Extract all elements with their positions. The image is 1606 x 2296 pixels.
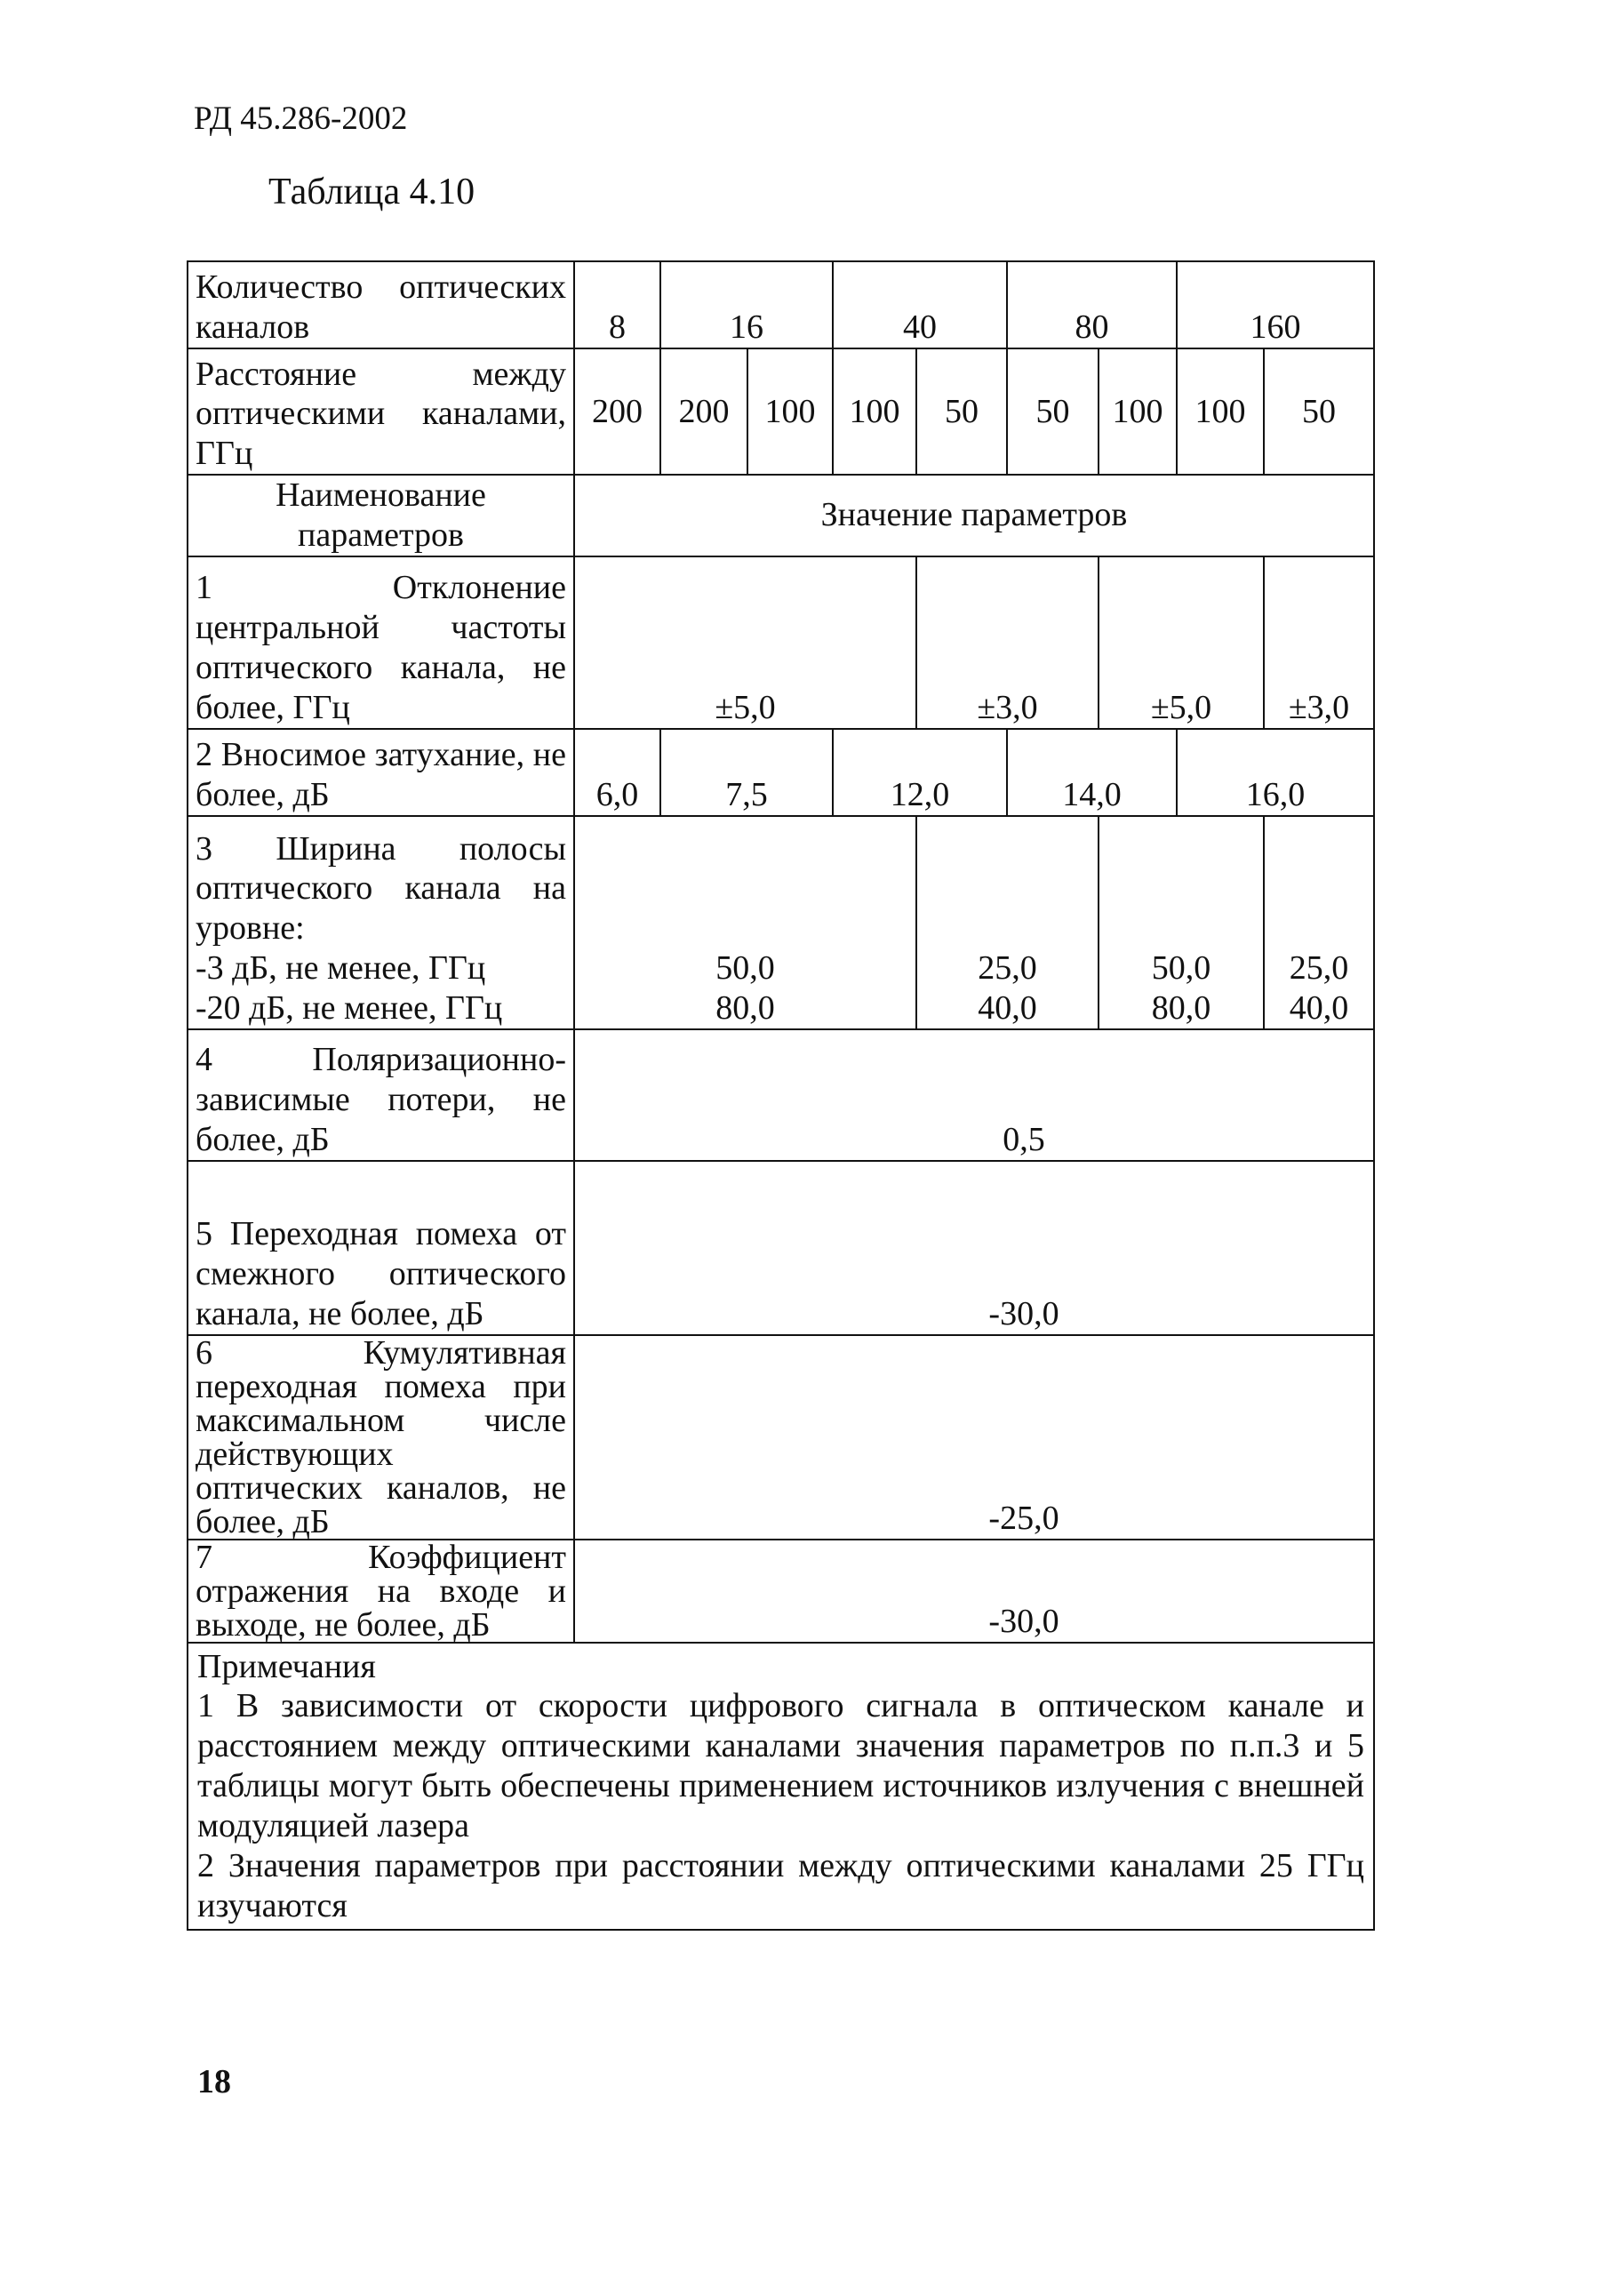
note-1: 1 В зависимости от скорости цифрового сигнала в оптическом канале и расстоянием между оптическими каналами значения параметров по п.п.3 и 5 таблицы могут быть обеспечены применением источников излучения с внешней модуляцией лазера xyxy=(197,1687,1364,1844)
param2-value: 6,0 xyxy=(574,729,660,816)
table-row xyxy=(188,816,1374,1029)
table-row xyxy=(188,1335,1374,1540)
spacing-value: 50 xyxy=(1007,348,1099,475)
param2-value: 12,0 xyxy=(833,729,1007,816)
spacing-value: 200 xyxy=(660,348,747,475)
param3-value-cell xyxy=(1099,816,1264,1029)
param-name-header: Наименование параметров xyxy=(188,475,574,556)
spacing-value: 100 xyxy=(833,348,916,475)
spacing-value: 50 xyxy=(916,348,1007,475)
param5-label: 5 Переходная помеха от смежного оптического канала, не более, дБ xyxy=(188,1161,574,1335)
param1-value: ±3,0 xyxy=(916,556,1099,729)
spacing-value: 50 xyxy=(1264,348,1374,475)
param7-value: -30,0 xyxy=(574,1540,1374,1643)
param3-sub1-value: 50,0 xyxy=(715,949,775,987)
document-code: РД 45.286-2002 xyxy=(194,100,408,137)
param6-value: -25,0 xyxy=(574,1335,1374,1540)
spacing-value: 100 xyxy=(1099,348,1177,475)
channels-value: 8 xyxy=(574,261,660,348)
table-row xyxy=(188,556,1374,729)
param1-value: ±5,0 xyxy=(574,556,916,729)
channels-value: 16 xyxy=(660,261,833,348)
table-row xyxy=(188,1643,1374,1931)
param3-sub2-value: 40,0 xyxy=(1289,988,1349,1027)
table-row xyxy=(188,261,1374,348)
param3-sub2-value: 80,0 xyxy=(1151,988,1211,1027)
channels-value: 80 xyxy=(1007,261,1177,348)
param2-value: 14,0 xyxy=(1007,729,1177,816)
param3-value-cell xyxy=(916,816,1099,1029)
param2-value: 16,0 xyxy=(1177,729,1374,816)
param1-label: 1 Отклонение центральной частоты оптического канала, не более, ГГц xyxy=(188,556,574,729)
param3-label-cell xyxy=(188,816,574,1029)
param1-value: ±3,0 xyxy=(1264,556,1374,729)
spacing-value: 100 xyxy=(747,348,833,475)
param3-sub1-value: 25,0 xyxy=(1289,949,1349,987)
param-value-header: Значение параметров xyxy=(574,475,1374,556)
param3-value-cell xyxy=(1264,816,1374,1029)
table-row xyxy=(188,348,1374,475)
table-row xyxy=(188,1029,1374,1161)
param2-label: 2 Вносимое затухание, не более, дБ xyxy=(188,729,574,816)
table-title: Таблица 4.10 xyxy=(268,172,475,212)
param5-value: -30,0 xyxy=(574,1161,1374,1335)
page-number: 18 xyxy=(197,2063,231,2100)
param1-value: ±5,0 xyxy=(1099,556,1264,729)
spacing-value: 100 xyxy=(1177,348,1264,475)
param3-sub2-label: -20 дБ, не менее, ГГц xyxy=(196,988,503,1027)
spacing-label: Расстояние между оптическими каналами, ГГц xyxy=(188,348,574,475)
channels-label: Количество оптических каналов xyxy=(188,261,574,348)
table-row xyxy=(188,729,1374,816)
table-row xyxy=(188,1161,1374,1335)
param6-label: 6 Кумулятивная переходная помеха при максимальном числе действующих оптических каналов, не более, дБ xyxy=(188,1335,574,1540)
param4-label: 4 Поляризационно-зависимые потери, не более, дБ xyxy=(188,1029,574,1161)
param3-sub1-value: 50,0 xyxy=(1151,949,1211,987)
param4-value: 0,5 xyxy=(574,1029,1374,1161)
table-row xyxy=(188,475,1374,556)
spacing-value: 200 xyxy=(574,348,660,475)
param3-sub1-value: 25,0 xyxy=(978,949,1037,987)
channels-value: 160 xyxy=(1177,261,1374,348)
param7-label: 7 Коэффициент отражения на входе и выходе, не более, дБ xyxy=(188,1540,574,1643)
table-row xyxy=(188,1540,1374,1643)
param3-value-cell xyxy=(574,816,916,1029)
param3-sub2-value: 40,0 xyxy=(978,988,1037,1027)
param3-label: 3 Ширина полосы оптического канала на уровне: xyxy=(196,829,566,948)
param3-sub2-value: 80,0 xyxy=(715,988,775,1027)
notes-title: Примечания xyxy=(197,1647,376,1685)
channels-value: 40 xyxy=(833,261,1007,348)
parameters-table xyxy=(187,260,1375,1931)
param2-value: 7,5 xyxy=(660,729,833,816)
param3-sub1-label: -3 дБ, не менее, ГГц xyxy=(196,949,486,987)
note-2: 2 Значения параметров при расстоянии между оптическими каналами 25 ГГц изучаются xyxy=(197,1846,1364,1924)
notes-cell xyxy=(188,1643,1374,1931)
